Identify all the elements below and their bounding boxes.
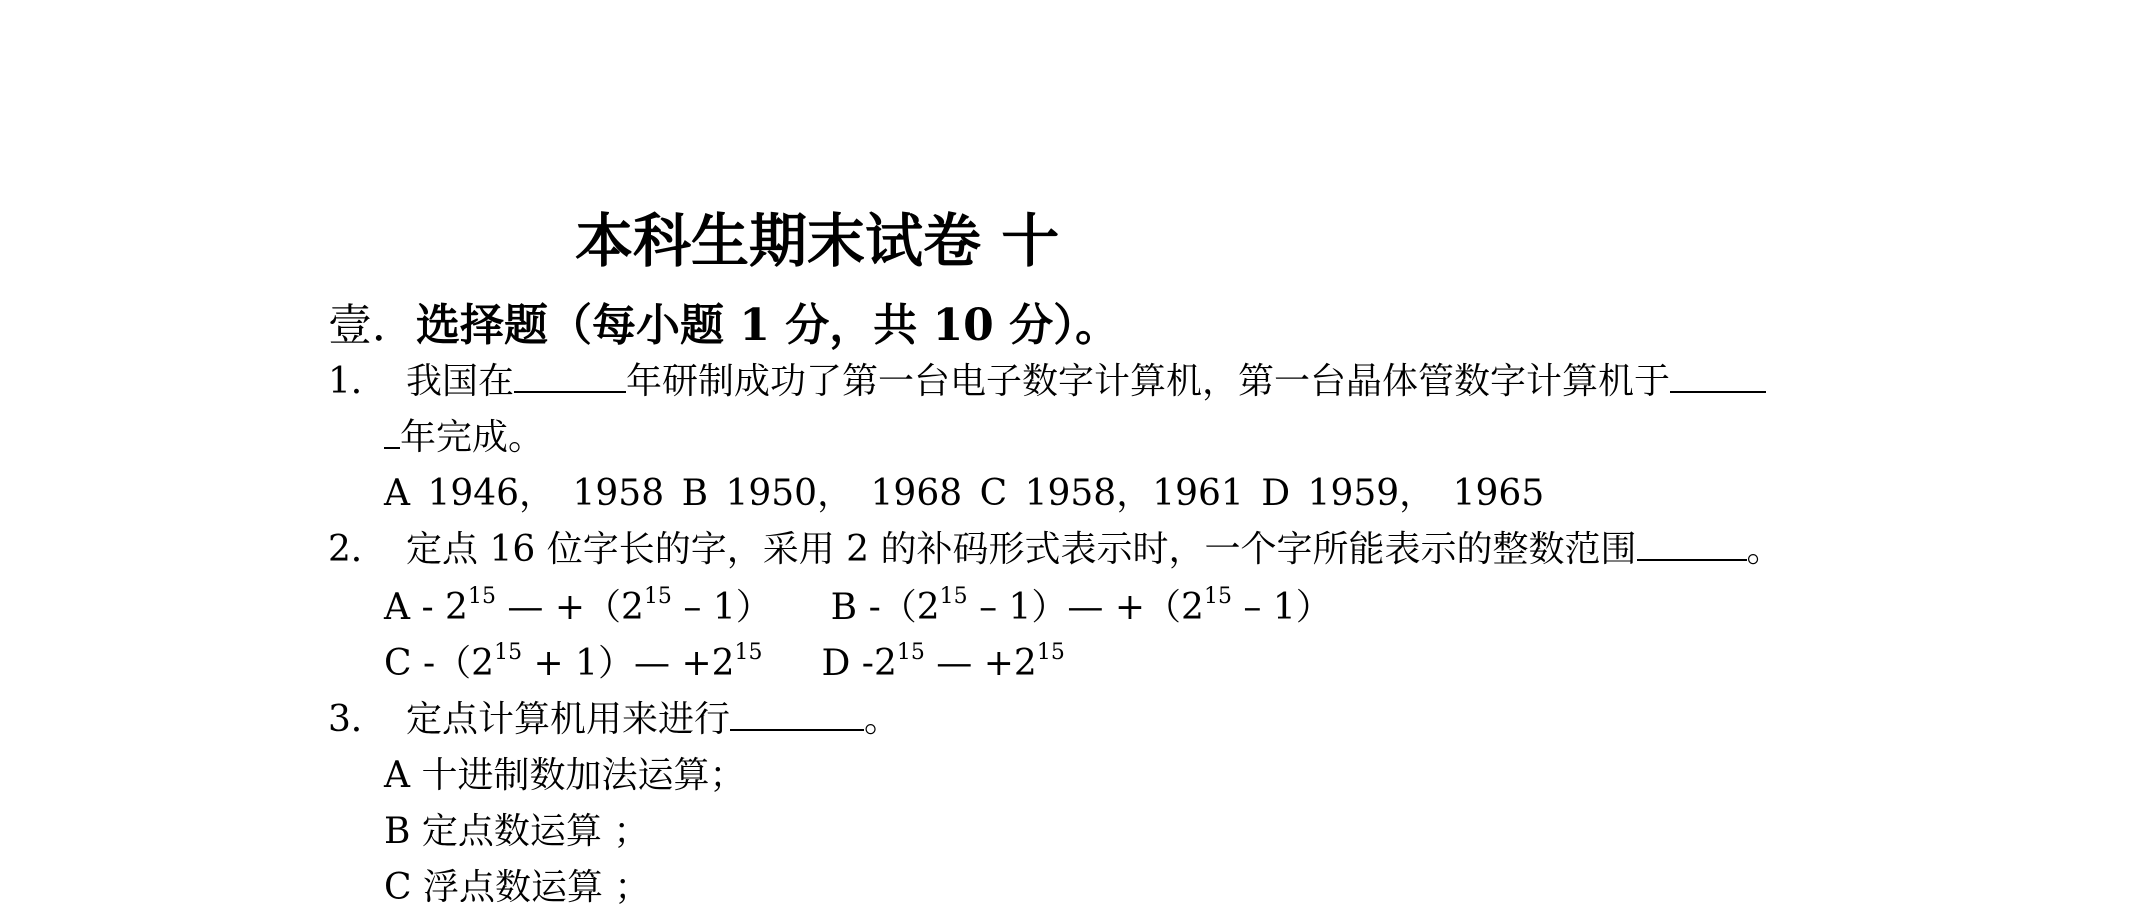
exponent: 15 [1203, 584, 1232, 609]
option-text: – 1） [671, 587, 772, 628]
option-text: -2 [861, 643, 897, 684]
section-note: （每小题 1 分，共 10 分）。 [548, 300, 1120, 351]
option-text: — +（2 [495, 587, 644, 628]
question-text: 年完成。 [400, 417, 545, 458]
exponent: 15 [734, 640, 763, 665]
answer-blank [1637, 529, 1747, 561]
exponent: 15 [896, 640, 925, 665]
option-label: C [384, 643, 412, 684]
exponent: 15 [1036, 640, 1065, 665]
section-number: 壹． [328, 300, 416, 351]
exponent: 15 [939, 584, 968, 609]
option-d [810, 640, 1065, 684]
option-label: A [384, 587, 410, 628]
answer-blank [1670, 361, 1766, 393]
exponent: 15 [643, 584, 672, 609]
answer-blank [514, 361, 626, 393]
option-text: — +2 [924, 643, 1037, 684]
question-number: 2． [328, 529, 387, 570]
question-text: 定点计算机用来进行 [406, 699, 731, 740]
question-text: 定点 16 位字长的字，采用 2 的补码形式表示时，一个字所能表示的整数范围 [406, 529, 1637, 570]
answer-blank [730, 699, 864, 731]
question-1-continued [384, 416, 544, 460]
question-3 [328, 698, 900, 742]
option-label: B [830, 587, 858, 628]
option-text: – 1）— +（2 [967, 587, 1204, 628]
option-c [384, 640, 774, 684]
option-text: - 2 [421, 587, 468, 628]
question-number: 1． [328, 361, 387, 402]
question-number: 3． [328, 699, 387, 740]
question-3-option-b: B 定点数运算 ； [384, 811, 650, 852]
option-a [384, 584, 783, 628]
exponent: 15 [467, 584, 496, 609]
section-title: 选择题 [416, 300, 548, 351]
option-text: -（2 [868, 587, 940, 628]
exponent: 15 [494, 640, 523, 665]
option-label: D [821, 643, 851, 684]
section-heading [328, 300, 1119, 352]
option-text: – 1） [1231, 587, 1332, 628]
question-2 [328, 528, 1783, 572]
question-1-options: A 1946， 1958 B 1950， 1968 C 1958，1961 D 1959， 1965 [384, 473, 1545, 514]
option-text: + 1）— +2 [522, 643, 735, 684]
option-b [819, 584, 1332, 628]
question-1 [328, 360, 1766, 404]
question-2-options-cd [384, 642, 1065, 686]
question-text: 。 [864, 699, 901, 740]
question-text: 年研制成功了第一台电子数字计算机，第一台晶体管数字计算机于 [626, 361, 1671, 402]
question-text: 我国在 [406, 361, 515, 402]
option-text: -（2 [423, 643, 495, 684]
question-text: 。 [1746, 529, 1783, 570]
question-3-option-c: C 浮点数运算 ； [384, 867, 651, 908]
question-3-option-a: A 十进制数加法运算； [384, 755, 746, 796]
answer-blank-continued [384, 417, 400, 449]
page-title: 本科生期末试卷 十 [575, 207, 1060, 275]
question-2-options-ab [384, 586, 1332, 630]
